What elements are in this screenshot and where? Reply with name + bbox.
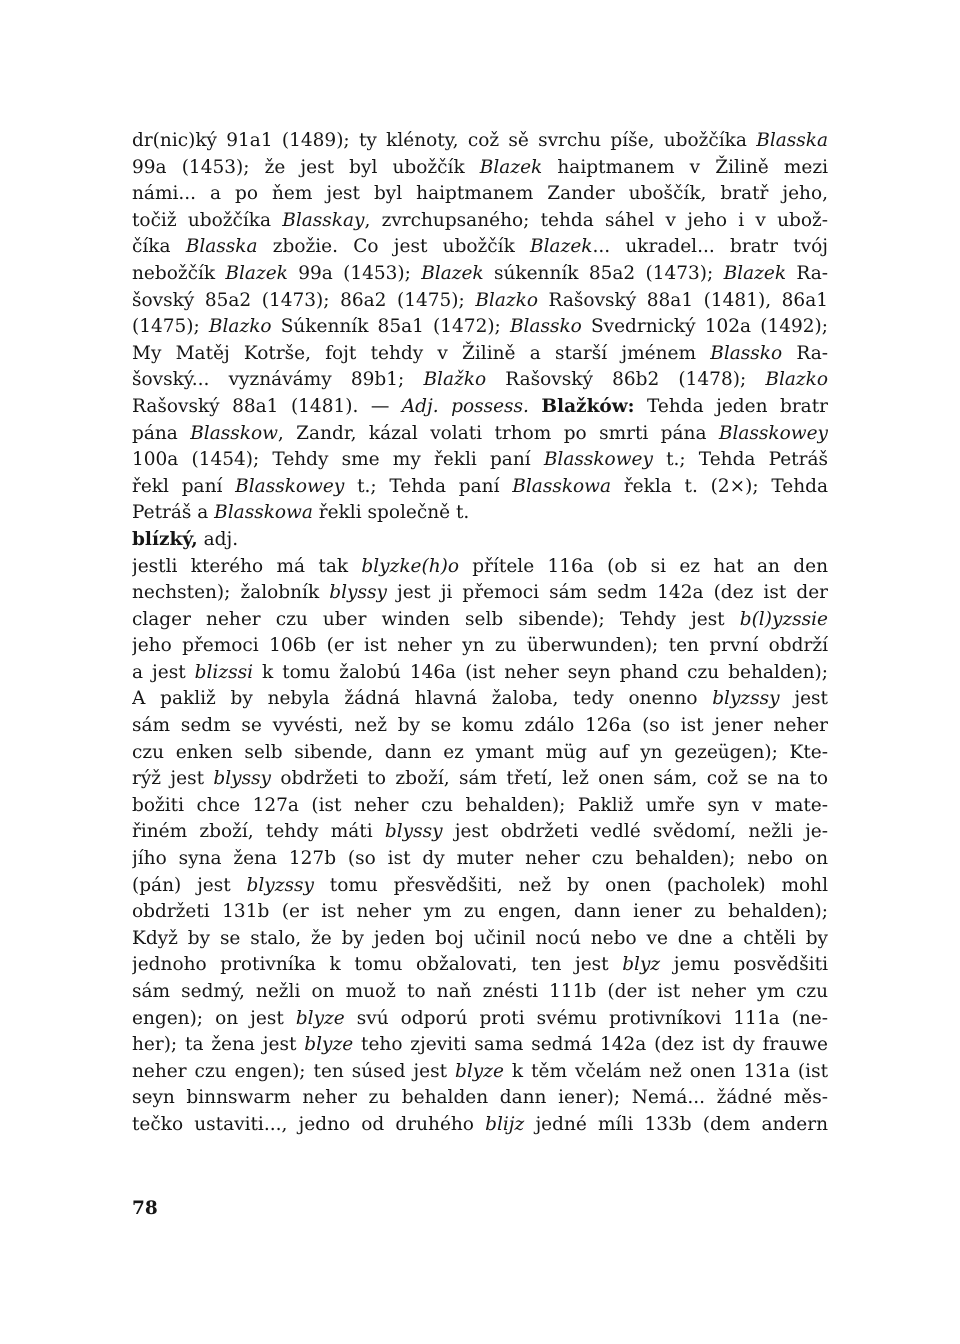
continuation-line: šovský... vyznávámy 89b1; Blažko Rašovský 86b2 (1478); Blazko: [132, 369, 828, 391]
body-line: (pán) jest blyzssy tomu přesvědšiti, než by onen (pacholek) mohl: [132, 874, 828, 896]
entry-headword: blízký,: [132, 528, 198, 550]
body-line: engen); on jest blyze svú odporú proti svému protivníkovi 111a (ne-: [132, 1007, 828, 1029]
page-number: 78: [132, 1198, 158, 1219]
continuation-line: Petráš a Blasskowa řekli společně t.: [132, 502, 470, 524]
body-line: jího syna žena 127b (so ist dy muter neher czu behalden); nebo on: [132, 848, 828, 870]
continuation-line: My Matěj Kotrše, fojt tehdy v Žilině a starší jménem Blassko Ra-: [132, 342, 828, 364]
body-line: neher czu engen); ten súsed jest blyze k těm včelám než onen 131a (ist: [132, 1060, 828, 1082]
body-line: Když by se stalo, že by jeden boj učinil nocú nebo ve dne a chtěli by: [132, 927, 828, 949]
continuation-line: námi... a po ňem jest byl haiptmanem Zander uboščík, bratř jeho,: [132, 183, 828, 205]
continuation-line: (1475); Blazko Súkenník 85a1 (1472); Blassko Svedrnický 102a (1492);: [132, 316, 828, 338]
body-line: seyn binnswarm neher zu behalden dann iener); Nemá... žádné měs-: [132, 1087, 828, 1109]
entry-continuation: [132, 128, 828, 527]
continuation-line: nebožčík Blazek 99a (1453); Blazek súkenník 85a2 (1473); Blazek Ra-: [132, 262, 828, 284]
body-line: A pakliž by nebyla žádná hlavná žaloba, tedy onenno blyzssy jest: [132, 688, 828, 710]
continuation-line: řekl paní Blasskowey t.; Tehda paní Blasskowa řekla t. (2×); Tehda: [132, 475, 828, 497]
body-line: sám sedm se vyvésti, než by se komu zdálo 126a (so ist jener neher: [132, 715, 828, 737]
entry-heading: [132, 527, 828, 554]
body-line: czu enken selb sibende, dann ez ymant müg auf yn gezeügen); Kte-: [132, 741, 828, 763]
continuation-line: 99a (1453); že jest byl ubožčík Blazek haiptmanem v Žilině mezi: [132, 156, 828, 178]
continuation-line: dr(nic)ký 91a1 (1489); ty klénoty, což sě svrchu píše, ubožčíka Blasska: [132, 130, 828, 151]
body-line: a jest blizssi k tomu žalobú 146a (ist neher seyn phand czu behalden);: [132, 661, 828, 683]
continuation-line: číka Blasska zbožie. Co jest ubožčík Blazek... ukradel... bratr tvój: [132, 236, 828, 258]
body-line: jeho přemoci 106b (er ist neher yn zu überwunden); ten první obdrží: [132, 635, 828, 657]
body-line: božiti chce 127a (ist neher czu behalden); Pakliž umře syn v mate-: [132, 794, 828, 816]
text-block: [132, 128, 828, 1139]
continuation-line: šovský 85a2 (1473); 86a2 (1475); Blazko Rašovský 88a1 (1481), 86a1: [132, 289, 828, 311]
continuation-line: pána Blasskow, Zandr, kázal volati trhom po smrti pána Blasskowey: [132, 422, 828, 444]
body-line: tečko ustaviti..., jedno od druhého blijz jedné míli 133b (dem andern: [132, 1113, 828, 1135]
body-line: jestli kterého má tak blyzke(h)o přítele 116a (ob si ez hat an den: [132, 555, 828, 577]
body-line: jednoho protivníka k tomu obžalovati, ten jest blyz jemu posvědšiti: [132, 954, 828, 976]
continuation-line: Rašovský 88a1 (1481). — Adj. possess. Blažków: Tehda jeden bratr: [132, 395, 828, 417]
body-line: řiném zboží, tehdy máti blyssy jest obdržeti vedlé svědomí, nežli je-: [132, 821, 828, 843]
body-line: obdržeti 131b (er ist neher ym zu engen, dann iener zu behalden);: [132, 901, 828, 923]
continuation-line: 100a (1454); Tehdy sme my řekli paní Blasskowey t.; Tehda Petráš: [132, 449, 828, 471]
body-line: rýž jest blyssy obdržeti to zboží, sám třetí, lež onen sám, což se na to: [132, 768, 828, 790]
entry-grammar: adj.: [197, 528, 239, 550]
body-line: nechsten); žalobník blyssy jest ji přemoci sám sedm 142a (dez ist der: [132, 582, 828, 604]
continuation-line: točiž ubožčíka Blasskay, zvrchupsaného; tehda sáhel v jeho i v ubož-: [132, 209, 828, 231]
entry-body: [132, 554, 828, 1139]
body-line: sám sedmý, nežli on muož to naň znésti 111b (der ist neher ym czu: [132, 981, 828, 1002]
body-line: her); ta žena jest blyze teho zjeviti sama sedmá 142a (dez ist dy frauwe: [132, 1034, 828, 1056]
body-line: clager neher czu uber winden selb sibende); Tehdy jest b(l)yzssie: [132, 608, 828, 630]
dictionary-page: [132, 128, 828, 1258]
